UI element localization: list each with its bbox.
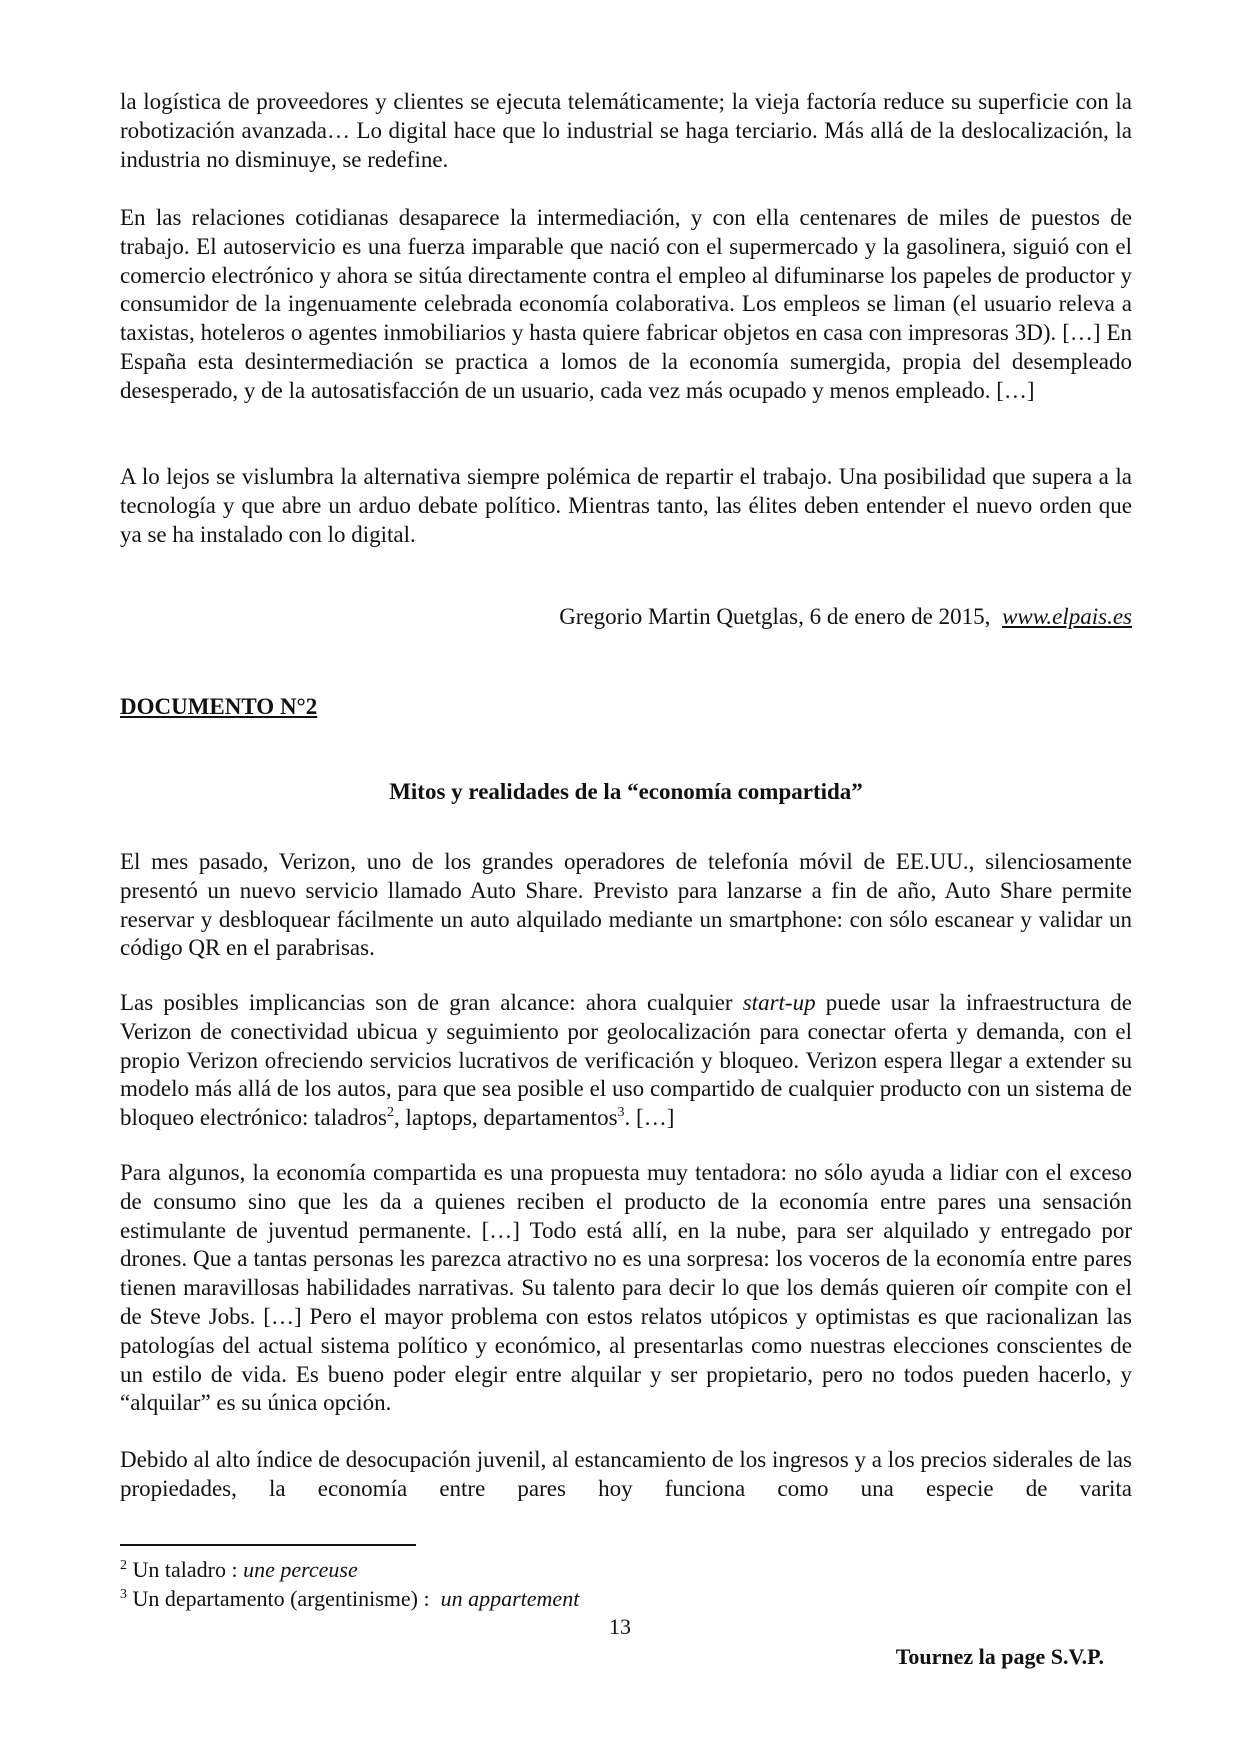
doc1-paragraph-1: la logística de proveedores y clientes se ejecuta telemáticamente; la vieja factoría reduce su superficie con la robotización avanzada… Lo digital hace que lo industrial se haga terciario. Más allá de la deslocalización, la industria no disminuye, se redefine. — [120, 89, 1132, 172]
footnote-translation: un appartement — [440, 1586, 580, 1611]
footnote-mark: 2 — [120, 1558, 127, 1573]
document-2-heading: DOCUMENTO N°2 — [120, 694, 318, 719]
footnote-text: Un taladro : — [132, 1557, 244, 1582]
doc2-paragraph-1: El mes pasado, Verizon, uno de los grandes operadores de telefonía móvil de EE.UU., silenciosamente presentó un nuevo servicio llamado Auto Share. Previsto para lanzarse a fin de año, Auto Share permite reservar y desbloquear fácilmente un auto alquilado mediante un smartphone: con sólo escanear y validar un código QR en el parabrisas. — [120, 849, 1132, 961]
turn-page-note: Tournez la page S.V.P. — [895, 1644, 1104, 1669]
footnote-ref-2[interactable]: 2 — [386, 1105, 394, 1121]
article-title: Mitos y realidades de la “economía compartida” — [389, 779, 863, 804]
footnote-divider — [120, 1544, 416, 1546]
doc1-paragraph-3: A lo lejos se vislumbra la alternativa siempre polémica de repartir el trabajo. Una posibilidad que supera a la tecnología y que abre un arduo debate político. Mientras tanto, las élites deben entender el nuevo orden que ya se ha instalado con lo digital. — [120, 464, 1132, 547]
doc2-paragraph-2: Las posibles implicancias son de gran alcance: ahora cualquier start-up puede usar la infraestructura de Verizon de conectividad ubicua y seguimiento por geolocalización para conectar oferta y demanda, con el propio Verizon ofreciendo servicios lucrativos de verificación y bloqueo. Verizon espera llegar a extender su modelo más allá de los autos, para que sea posible el uso compartido de cualquier producto con un sistema de bloqueo electrónico: taladros$^2$, laptops, departamentos$^3$. […] — [120, 990, 1132, 1131]
footnote-3 — [120, 1586, 579, 1612]
doc1-paragraph-2: En las relaciones cotidianas desaparece la intermediación, y con ella centenares de miles de puestos de trabajo. El autoservicio es una fuerza imparable que nació con el supermercado y la gasolinera, siguió con el comercio electrónico y ahora se sitúa directamente contra el empleo al difuminarse los papeles de productor y consumidor de la ingenuamente celebrada economía colaborativa. Los empleos se liman (el usuario releva a taxistas, hoteleros o agentes inmobiliarios y hasta quiere fabricar objetos en casa con impresoras 3D). […] En España esta desintermediación se practica a lomos de la economía sumergida, propia del desempleado desesperado, y de la autosatisfacción de un usuario, cada vez más ocupado y menos empleado. […] — [120, 205, 1132, 403]
footnote-2 — [120, 1557, 358, 1583]
signature-text: Gregorio Martin Quetglas, 6 de enero de 2015, — [559, 604, 991, 629]
footnote-ref-3[interactable]: 3 — [617, 1105, 625, 1121]
italic-term: start-up — [742, 990, 816, 1015]
footnote-translation: une perceuse — [243, 1557, 358, 1582]
doc1-signature — [559, 603, 1132, 631]
footnote-mark: 3 — [120, 1587, 127, 1602]
doc2-paragraph-4: Debido al alto índice de desocupación juvenil, al estancamiento de los ingresos y a los precios siderales de las propiedades, la economía entre pares hoy funciona como una especie de varita — [120, 1447, 1132, 1501]
footnote-text: Un departamento (argentinisme) : — [132, 1586, 441, 1611]
page-number: 13 — [609, 1614, 631, 1639]
doc2-paragraph-3: Para algunos, la economía compartida es una propuesta muy tentadora: no sólo ayuda a lidiar con el exceso de consumo sino que les da a quienes reciben el producto de la economía entre pares una sensación estimulante de juventud permanente. […] Todo está allí, en la nube, para ser alquilado y entregado por drones. Que a tantas personas les parezca atractivo no es una sorpresa: los voceros de la economía entre pares tienen maravillosas habilidades narrativas. Su talento para decir lo que los demás quieren oír compite con el de Steve Jobs. […] Pero el mayor problema con estos relatos utópicos y optimistas es que racionalizan las patologías del actual sistema político y económico, al presentarlas como nuestras elecciones conscientes de un estilo de vida. Es bueno poder elegir entre alquilar y ser propietario, pero no todos pueden hacerlo, y “alquilar” es su única opción. — [120, 1160, 1132, 1416]
source-link[interactable]: www.elpais.es — [1002, 604, 1132, 629]
